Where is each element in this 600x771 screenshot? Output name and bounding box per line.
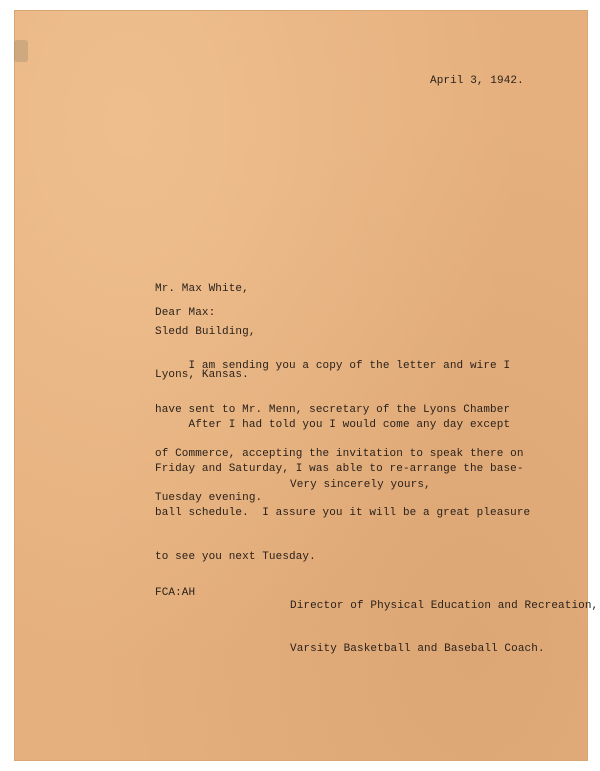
- paragraph-line: to see you next Tuesday.: [155, 551, 316, 563]
- address-line: Mr. Max White,: [155, 283, 249, 295]
- paper-smudge: [14, 40, 28, 62]
- reference-initials: FCA:AH: [155, 587, 196, 599]
- paragraph-line: ball schedule. I assure you it will be a great pleasure: [155, 507, 531, 519]
- paragraph-line: of Commerce, accepting the invitation to speak there on: [155, 448, 524, 460]
- address-line: Lyons, Kansas.: [155, 369, 249, 381]
- complimentary-close: Very sincerely yours,: [290, 479, 431, 491]
- signature-title: [290, 571, 598, 685]
- paragraph-line: Friday and Saturday, I was able to re-arrange the base-: [155, 463, 524, 475]
- letter-page: [14, 10, 599, 761]
- body-paragraph-2: [155, 390, 530, 594]
- letter-date: April 3, 1942.: [430, 75, 524, 87]
- title-line: Director of Physical Education and Recreation,: [290, 600, 599, 612]
- salutation: Dear Max:: [155, 307, 216, 319]
- address-line: Sledd Building,: [155, 326, 256, 338]
- paragraph-line: After I had told you I would come any day except: [155, 419, 511, 431]
- paragraph-line: Tuesday evening.: [155, 492, 263, 504]
- paragraph-line: I am sending you a copy of the letter and wire I: [155, 360, 511, 372]
- title-line: Varsity Basketball and Baseball Coach.: [290, 643, 545, 655]
- paragraph-line: have sent to Mr. Menn, secretary of the Lyons Chamber: [155, 404, 511, 416]
